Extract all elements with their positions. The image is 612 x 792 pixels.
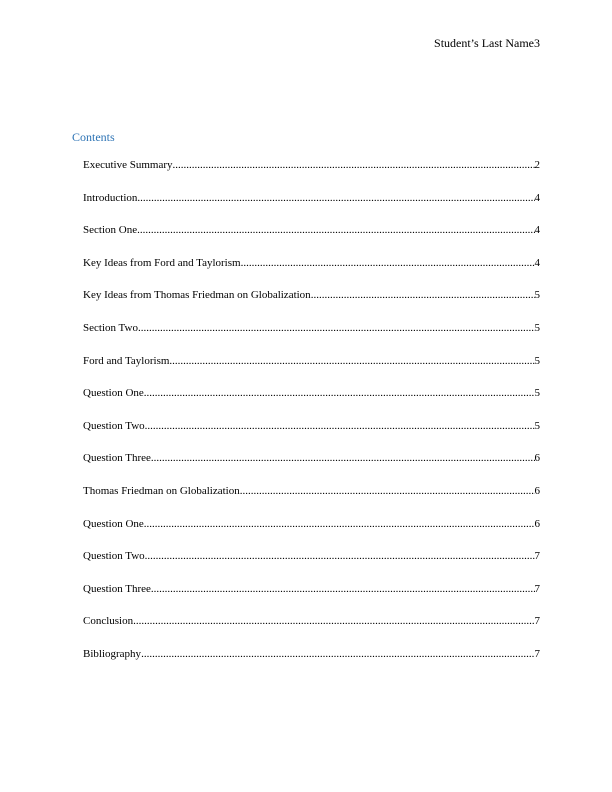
toc-entry-section-two[interactable] (83, 321, 540, 354)
dot-leader (141, 647, 534, 661)
toc-entry-introduction[interactable] (83, 191, 540, 224)
toc-entry-title: Section One (83, 224, 138, 237)
running-head: Student’s Last Name3 (434, 36, 540, 50)
toc-entry-title: Conclusion (83, 615, 134, 628)
toc-entry-section-one[interactable] (83, 223, 540, 256)
toc-entry-title: Question Two (83, 419, 145, 432)
dot-leader (151, 451, 535, 465)
toc-entry-title: Question One (83, 517, 144, 530)
toc-entry-page-number: 5 (534, 321, 540, 334)
dot-leader (151, 582, 535, 596)
toc-entry-friedman-on-globalization[interactable] (83, 484, 540, 517)
toc-entry-title: Key Ideas from Ford and Taylorism (83, 256, 241, 269)
toc-entry-ford-and-taylorism[interactable] (83, 354, 540, 387)
toc-entry-page-number: 4 (534, 191, 540, 204)
toc-entry-page-number: 4 (534, 224, 540, 237)
dot-leader (144, 386, 535, 400)
toc-entry-question-one[interactable] (83, 386, 540, 419)
dot-leader (173, 158, 535, 172)
dot-leader (240, 484, 535, 498)
table-of-contents (83, 158, 540, 680)
toc-entry-page-number: 7 (534, 550, 540, 563)
toc-entry-title: Section Two (83, 321, 138, 334)
dot-leader (137, 223, 534, 237)
toc-entry-page-number: 6 (534, 452, 540, 465)
dot-leader (311, 288, 535, 302)
toc-entry-title: Question Two (83, 550, 145, 563)
toc-entry-title: Question Three (83, 582, 151, 595)
toc-entry-page-number: 4 (534, 256, 540, 269)
toc-entry-title: Executive Summary (83, 159, 173, 171)
toc-entry-question-two[interactable] (83, 549, 540, 582)
toc-entry-page-number: 5 (534, 419, 540, 432)
dot-leader (137, 191, 534, 205)
toc-entry-page-number: 6 (534, 517, 540, 530)
toc-entry-executive-summary[interactable] (83, 158, 540, 191)
toc-entry-title: Thomas Friedman on Globalization (83, 484, 240, 497)
toc-entry-title: Bibliography (83, 647, 142, 660)
toc-entry-page-number: 6 (534, 484, 540, 497)
toc-entry-page-number: 7 (534, 647, 540, 660)
toc-entry-title: Question One (83, 387, 144, 400)
toc-entry-key-ideas-ford-taylorism[interactable] (83, 256, 540, 289)
toc-entry-conclusion[interactable] (83, 614, 540, 647)
toc-entry-title: Key Ideas from Thomas Friedman on Globalization (83, 289, 311, 302)
toc-entry-key-ideas-friedman-globalization[interactable] (83, 288, 540, 321)
toc-heading: Contents (72, 130, 115, 144)
toc-entry-page-number: 5 (534, 289, 540, 302)
toc-entry-question-three[interactable] (83, 582, 540, 615)
toc-entry-page-number: 5 (534, 387, 540, 400)
dot-leader (133, 614, 534, 628)
dot-leader (144, 517, 535, 531)
toc-entry-page-number: 7 (534, 582, 540, 595)
dot-leader (241, 256, 535, 270)
toc-entry-question-one[interactable] (83, 517, 540, 550)
dot-leader (169, 354, 534, 368)
toc-entry-title: Ford and Taylorism (83, 354, 170, 367)
toc-entry-title: Introduction (83, 191, 138, 204)
toc-entry-page-number: 7 (534, 615, 540, 628)
toc-entry-page-number: 2 (534, 159, 540, 171)
toc-entry-title: Question Three (83, 452, 151, 465)
toc-entry-page-number: 5 (534, 354, 540, 367)
toc-entry-question-two[interactable] (83, 419, 540, 452)
dot-leader (145, 419, 535, 433)
dot-leader (138, 321, 535, 335)
dot-leader (145, 549, 535, 563)
toc-entry-question-three[interactable] (83, 451, 540, 484)
toc-entry-bibliography[interactable] (83, 647, 540, 680)
